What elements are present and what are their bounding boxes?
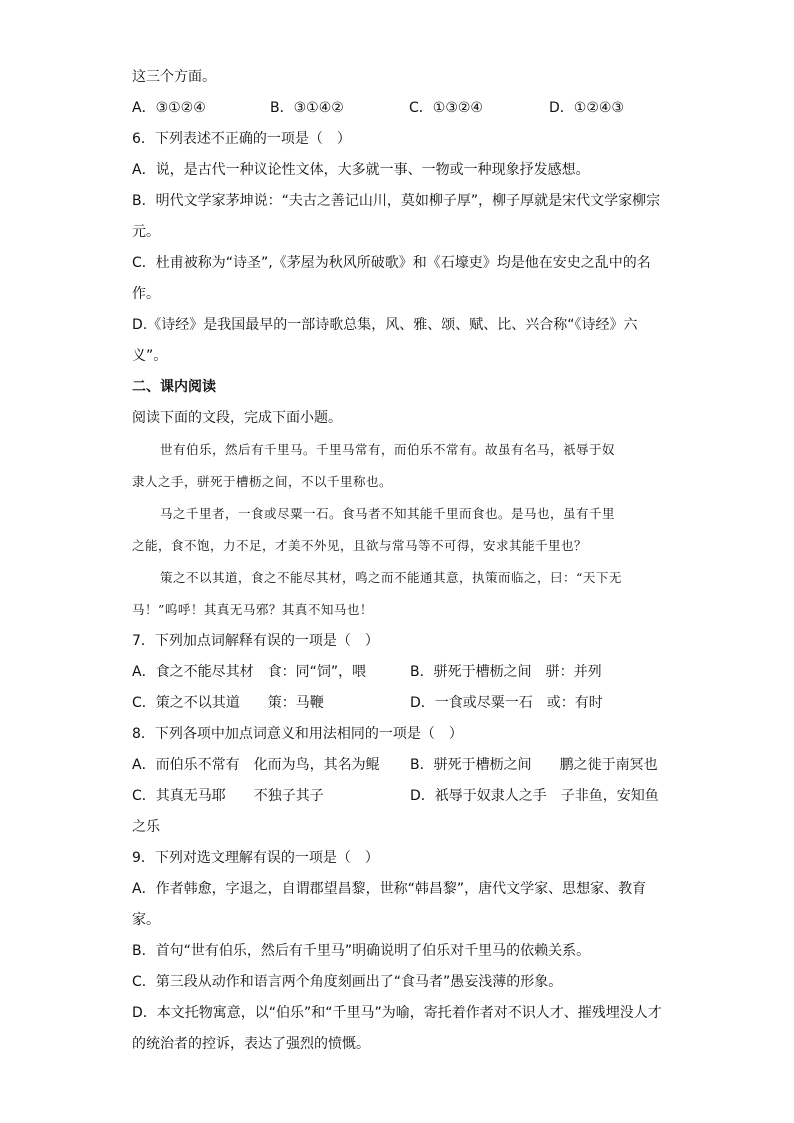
- q9-option-c: C．第三段从动作和语言两个角度刻画出了“食马者”愚妄浅薄的形象。: [132, 974, 563, 990]
- passage-p3-line2: 马！”呜呼！其真无马邪？其真不知马也！: [132, 602, 373, 617]
- section-heading: 二、课内阅读: [132, 379, 216, 395]
- passage-p3-line1: 策之不以其道，食之不能尽其材，鸣之而不能通其意，执策而临之，曰：“天下无: [160, 570, 622, 585]
- classical-passage: [132, 434, 672, 626]
- q7-options-row2: [132, 688, 672, 719]
- q9-option-b: B．首句“世有伯乐，然后有千里马”明确说明了伯乐对千里马的依赖关系。: [132, 943, 591, 959]
- q5-stem-tail: 这三个方面。: [132, 69, 216, 85]
- q6-option-c-cont: 作。: [132, 286, 160, 302]
- q9-option-d: D．本文托物寓意，以“伯乐”和“千里马”为喻，寄托着作者对不识人才、摧残埋没人才: [132, 1005, 662, 1021]
- q5-option-a: A．③①②④: [132, 100, 206, 116]
- q8-option-b: B．骈死于槽枥之间 鹏之徙于南冥也: [410, 757, 658, 773]
- q9-stem: 9．下列对选文理解有误的一项是（ ）: [132, 850, 379, 866]
- q5-option-b: B．③①④②: [270, 100, 344, 116]
- q8-options-row1: [132, 750, 672, 781]
- document-content: [132, 62, 672, 1060]
- q6-option-b-cont: 元。: [132, 224, 160, 240]
- q6-option-c: C．杜甫被称为“诗圣”,《茅屋为秋风所破歌》和《石壕吏》均是他在安史之乱中的名: [132, 255, 651, 271]
- q7-option-d: D．一食或尽粟一石 或：有时: [410, 695, 603, 711]
- q5-options: [132, 93, 672, 124]
- q7-options-row1: [132, 657, 672, 688]
- q7-option-c: C．策之不以其道 策：马鞭: [132, 695, 324, 711]
- q5-option-c: C．①③②④: [409, 100, 483, 116]
- q6-stem: 6．下列表述不正确的一项是（ ）: [132, 131, 351, 147]
- q8-options-row2: [132, 781, 672, 812]
- passage-p1-line2: 隶人之手，骈死于槽枥之间，不以千里称也。: [132, 474, 393, 489]
- passage-p1-line1: 世有伯乐，然后有千里马。千里马常有，而伯乐不常有。故虽有名马，祇辱于奴: [160, 442, 616, 457]
- q6-option-d: D.《诗经》是我国最早的一部诗歌总集，风、雅、颂、赋、比、兴合称“《诗经》六: [132, 317, 638, 333]
- q6-option-b: B．明代文学家茅坤说：“夫古之善记山川，莫如柳子厚”，柳子厚就是宋代文学家柳宗: [132, 193, 661, 209]
- passage-p2-line2: 之能，食不饱，力不足，才美不外见，且欲与常马等不可得，安求其能千里也？: [132, 538, 588, 553]
- q8-option-d-cont: 之乐: [132, 819, 160, 835]
- q7-stem: 7．下列加点词解释有误的一项是（ ）: [132, 633, 379, 649]
- q9-option-a: A．作者韩愈，字退之，自谓郡望昌黎，世称“韩昌黎”，唐代文学家、思想家、教育: [132, 881, 647, 897]
- q7-option-a: A．食之不能尽其材 食：同“饲”，喂: [132, 664, 367, 680]
- q8-stem: 8．下列各项中加点词意义和用法相同的一项是（ ）: [132, 726, 463, 742]
- q9-option-d-cont: 的统治者的控诉，表达了强烈的愤慨。: [132, 1036, 370, 1052]
- q8-option-c: C．其真无马耶 不独子其子: [132, 788, 324, 804]
- q6-option-a: A．说，是古代一种议论性文体，大多就一事、一物或一种现象抒发感想。: [132, 162, 590, 178]
- passage-p2-line1: 马之千里者，一食或尽粟一石。食马者不知其能千里而食也。是马也，虽有千里: [160, 506, 616, 521]
- reading-instruction: 阅读下面的文段，完成下面小题。: [132, 410, 342, 426]
- q5-option-d: D．①②④③: [549, 100, 624, 116]
- q8-option-d: D．祇辱于奴隶人之手 子非鱼，安知鱼: [410, 788, 659, 804]
- q7-option-b: B．骈死于槽枥之间 骈：并列: [410, 664, 602, 680]
- q8-option-a: A．而伯乐不常有 化而为鸟，其名为鲲: [132, 757, 380, 773]
- q9-option-a-cont: 家。: [132, 912, 160, 928]
- q6-option-d-cont: 义”。: [132, 348, 168, 364]
